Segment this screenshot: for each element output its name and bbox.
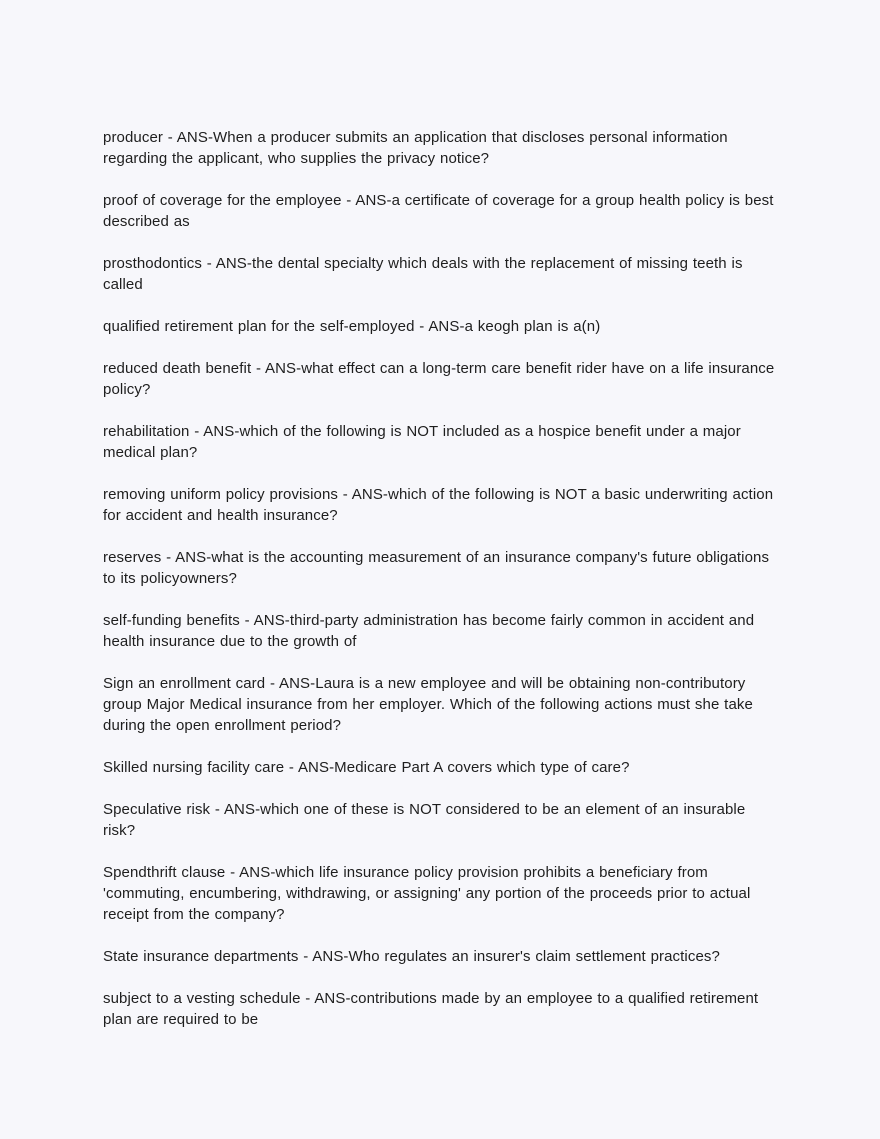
paragraph: self-funding benefits - ANS-third-party administration has become fairly common in accident and health insurance due to the growth of	[103, 612, 755, 650]
paragraph: reduced death benefit - ANS-what effect can a long-term care benefit rider have on a life insurance policy?	[103, 360, 775, 398]
paragraph: prosthodontics - ANS-the dental specialty which deals with the replacement of missing teeth is called	[103, 255, 743, 293]
paragraph: reserves - ANS-what is the accounting measurement of an insurance company's future obligations to its policyowners?	[103, 549, 770, 587]
paragraph: Skilled nursing facility care - ANS-Medicare Part A covers which type of care?	[103, 759, 630, 776]
paragraph: producer - ANS-When a producer submits an application that discloses personal information regarding the applicant, who supplies the privacy notice?	[103, 129, 728, 167]
paragraph: Speculative risk - ANS-which one of these is NOT considered to be an element of an insurable risk?	[103, 801, 746, 839]
paragraph: removing uniform policy provisions - ANS-which of the following is NOT a basic underwriting action for accident and health insurance?	[103, 486, 774, 524]
paragraph: State insurance departments - ANS-Who regulates an insurer's claim settlement practices?	[103, 948, 720, 965]
paragraph: rehabilitation - ANS-which of the following is NOT included as a hospice benefit under a major medical plan?	[103, 423, 741, 461]
paragraph: subject to a vesting schedule - ANS-contributions made by an employee to a qualified retirement plan are required to be	[103, 990, 759, 1028]
paragraph: Sign an enrollment card - ANS-Laura is a new employee and will be obtaining non-contributory group Major Medical insurance from her employer. Which of the following actions must she take during the open enrollment period?	[103, 675, 753, 734]
paragraph: qualified retirement plan for the self-employed - ANS-a keogh plan is a(n)	[103, 318, 601, 335]
document-body	[103, 127, 779, 1030]
paragraph: proof of coverage for the employee - ANS-a certificate of coverage for a group health policy is best described as	[103, 192, 774, 230]
paragraph: Spendthrift clause - ANS-which life insurance policy provision prohibits a beneficiary from 'commuting, encumbering, withdrawing, or assigning' any portion of the proceeds prior to actual receipt from the company?	[103, 864, 751, 923]
